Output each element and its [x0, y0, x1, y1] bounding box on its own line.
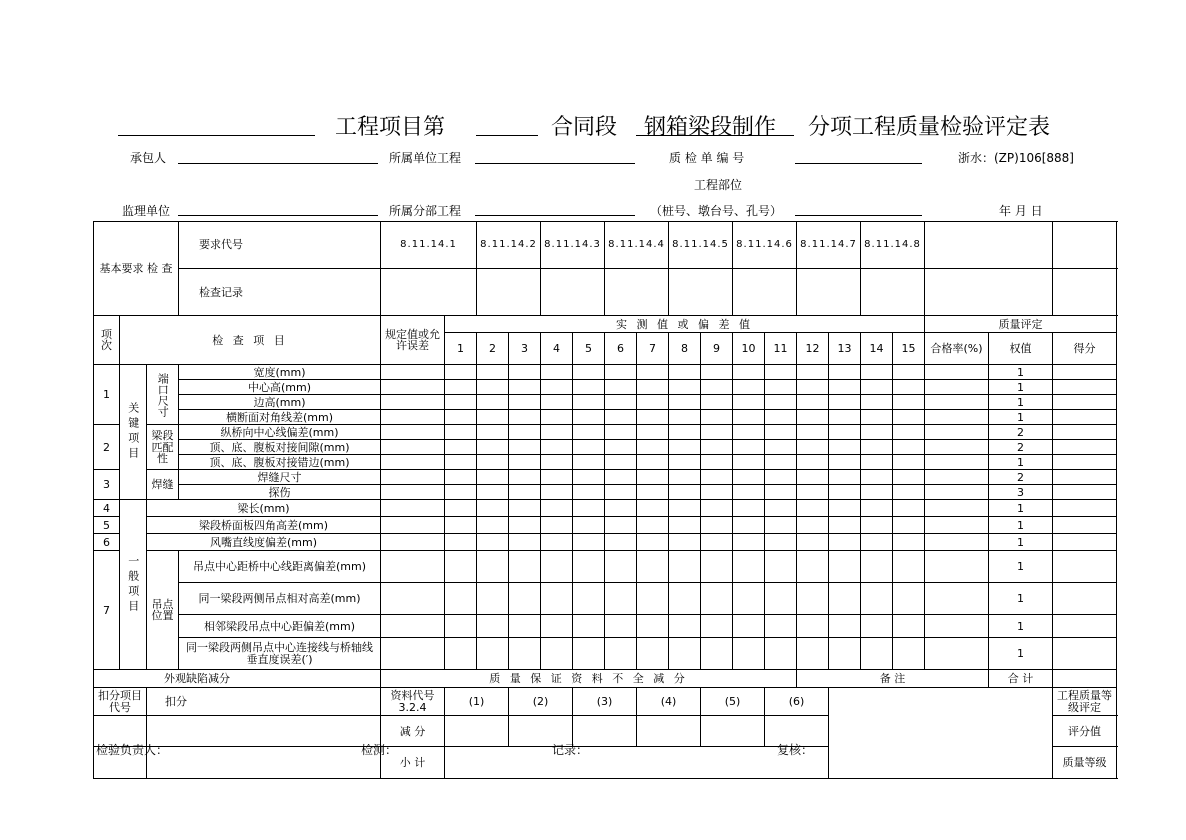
- defect-header: 外观缺陷减分: [94, 670, 381, 688]
- row-name: 梁长(mm): [147, 500, 381, 517]
- col-num-7: 7: [637, 333, 669, 365]
- doc-code-header: 资料代号 3.2.4: [381, 688, 445, 716]
- weight-cell: 2: [989, 470, 1053, 485]
- title-part2: 合同段: [551, 115, 618, 140]
- remark-header: 备 注: [797, 670, 989, 688]
- row-name: 同一梁段两侧吊点中心连接线与桥轴线垂直度误差(′): [179, 638, 381, 670]
- score-header: 得分: [1053, 333, 1117, 365]
- doc-2: (2): [509, 688, 573, 716]
- item-no-header: 项次: [94, 316, 120, 365]
- col-num-14: 14: [861, 333, 893, 365]
- weight-cell: 1: [989, 455, 1053, 470]
- record-2[interactable]: [477, 269, 541, 316]
- row-name: 探伤: [179, 485, 381, 500]
- req-code-1: 8.11.14.1: [381, 222, 477, 269]
- col-num-3: 3: [509, 333, 541, 365]
- minus-label: 减 分: [381, 716, 445, 747]
- remark-cell[interactable]: [829, 688, 1053, 779]
- item-no-6: 6: [94, 534, 120, 551]
- end-size-group: 端口尺寸: [147, 365, 179, 425]
- supervisor-label: 监理单位: [122, 204, 171, 218]
- weight-cell: 1: [989, 410, 1053, 425]
- key-items-group: 关键项目: [120, 365, 147, 500]
- weight-cell: 1: [989, 638, 1053, 670]
- title-part1: 工程项目第: [335, 115, 446, 140]
- row-name: 边高(mm): [179, 395, 381, 410]
- spec-header: 规定值或允许误差: [381, 316, 445, 365]
- item-no-4: 4: [94, 500, 120, 517]
- row-name: 横断面对角线差(mm): [179, 410, 381, 425]
- row-name: 中心高(mm): [179, 380, 381, 395]
- weight-cell: 1: [989, 517, 1053, 534]
- doc-5: (5): [701, 688, 765, 716]
- quality-header: 质量评定: [925, 316, 1117, 333]
- footer-inspector: 检验负责人：: [96, 743, 169, 757]
- pile-no-label: （桩号、墩台号、孔号）: [650, 204, 783, 218]
- weight-header: 权值: [989, 333, 1053, 365]
- sub-label: 小 计: [381, 747, 445, 779]
- col-num-8: 8: [669, 333, 701, 365]
- record-4[interactable]: [605, 269, 669, 316]
- req-code-10[interactable]: [1053, 222, 1117, 269]
- check-no-label: 质 检 单 编 号: [669, 151, 745, 165]
- row-name: 宽度(mm): [179, 365, 381, 380]
- inspection-table: [93, 221, 1117, 779]
- weight-cell: 1: [989, 380, 1053, 395]
- location-field[interactable]: [795, 215, 922, 216]
- lift-group: 吊点位置: [147, 551, 179, 670]
- row-name: 焊缝尺寸: [179, 470, 381, 485]
- title-blank-1: [118, 135, 315, 136]
- row-name: 顶、底、腹板对接错边(mm): [179, 455, 381, 470]
- sub-project-field[interactable]: [475, 215, 635, 216]
- date-label: 年 月 日: [999, 204, 1043, 218]
- record-10[interactable]: [1053, 269, 1117, 316]
- total-weight[interactable]: [1053, 670, 1117, 688]
- record-6[interactable]: [733, 269, 797, 316]
- record-5[interactable]: [669, 269, 733, 316]
- record-1[interactable]: [381, 269, 477, 316]
- footer-recorder: 记录：: [552, 743, 589, 757]
- col-num-2: 2: [477, 333, 509, 365]
- measured-header: 实 测 值 或 偏 差 值: [445, 316, 925, 333]
- req-code-7: 8.11.14.7: [797, 222, 861, 269]
- req-code-6: 8.11.14.6: [733, 222, 797, 269]
- grade-label: 质量等级: [1053, 747, 1117, 779]
- unit-project-label: 所属单位工程: [389, 151, 462, 165]
- weight-cell: 2: [989, 425, 1053, 440]
- col-num-1: 1: [445, 333, 477, 365]
- req-code-8: 8.11.14.8: [861, 222, 925, 269]
- req-code-5: 8.11.14.5: [669, 222, 733, 269]
- deduct-code-header: 扣分项目代号: [94, 688, 147, 716]
- doc-3: (3): [573, 688, 637, 716]
- item-no-2: 2: [94, 425, 120, 470]
- total-label: 合 计: [989, 670, 1053, 688]
- basic-label: 基本要求 检 查: [94, 222, 179, 316]
- title-part4: 分项工程质量检验评定表: [808, 115, 1051, 140]
- doc-6: (6): [765, 688, 829, 716]
- req-code-4: 8.11.14.4: [605, 222, 669, 269]
- col-num-6: 6: [605, 333, 637, 365]
- weight-cell: 1: [989, 395, 1053, 410]
- col-num-12: 12: [797, 333, 829, 365]
- assurance-header: 质 量 保 证 资 料 不 全 减 分: [381, 670, 797, 688]
- location-label: 工程部位: [694, 178, 743, 192]
- unit-project-field[interactable]: [475, 163, 635, 164]
- matching-group: 梁段匹配性: [147, 425, 179, 470]
- subtotal-cell[interactable]: [147, 747, 381, 779]
- row-name: 梁段桥面板四角高差(mm): [147, 517, 381, 534]
- pass-rate-header: 合格率(%): [925, 333, 989, 365]
- row-name: 吊点中心距桥中心线距离偏差(mm): [179, 551, 381, 583]
- col-num-5: 5: [573, 333, 605, 365]
- req-code-label: 要求代号: [179, 222, 381, 269]
- general-items-group: 一般项目: [120, 500, 147, 670]
- col-num-10: 10: [733, 333, 765, 365]
- row-name: 顶、底、腹板对接间隙(mm): [179, 440, 381, 455]
- record-label: 检查记录: [179, 269, 381, 316]
- sub-project-label: 所属分部工程: [389, 204, 462, 218]
- weight-cell: 1: [989, 615, 1053, 638]
- record-3[interactable]: [541, 269, 605, 316]
- weight-cell: 1: [989, 500, 1053, 517]
- weight-cell: 3: [989, 485, 1053, 500]
- col-num-4: 4: [541, 333, 573, 365]
- row-name: 纵桥向中心线偏差(mm): [179, 425, 381, 440]
- col-num-9: 9: [701, 333, 733, 365]
- sub-value-cell[interactable]: [445, 747, 829, 779]
- form-code: 浙水：(ZP)106[888]: [958, 151, 1074, 165]
- item-no-1: 1: [94, 365, 120, 425]
- req-code-3: 8.11.14.3: [541, 222, 605, 269]
- check-no-field[interactable]: [795, 163, 922, 164]
- item-no-3: 3: [94, 470, 120, 500]
- col-num-13: 13: [829, 333, 861, 365]
- req-code-2: 8.11.14.2: [477, 222, 541, 269]
- deduct-header: 扣分: [147, 688, 381, 716]
- items-header: 检 查 项 目: [120, 316, 381, 365]
- weight-cell: 1: [989, 583, 1053, 615]
- spec-cell[interactable]: [381, 365, 445, 380]
- row-name: 风嘴直线度偏差(mm): [147, 534, 381, 551]
- row-name: 相邻梁段吊点中心距偏差(mm): [179, 615, 381, 638]
- weight-cell: 1: [989, 551, 1053, 583]
- footer-reviewer: 复核：: [777, 743, 814, 757]
- weight-cell: 1: [989, 365, 1053, 380]
- col-num-11: 11: [765, 333, 797, 365]
- record-8[interactable]: [861, 269, 925, 316]
- footer-tester: 检测：: [361, 743, 398, 757]
- doc-1: (1): [445, 688, 509, 716]
- weight-cell: 1: [989, 534, 1053, 551]
- doc-4: (4): [637, 688, 701, 716]
- record-7[interactable]: [797, 269, 861, 316]
- score-value-label: 评分值: [1053, 716, 1117, 747]
- score-cell[interactable]: [1053, 365, 1117, 380]
- item-no-5: 5: [94, 517, 120, 534]
- title-blank-2: [476, 135, 538, 136]
- grade-title: 工程质量等级评定: [1053, 688, 1117, 716]
- title-part3: 钢箱梁段制作: [644, 115, 777, 140]
- weight-cell: 2: [989, 440, 1053, 455]
- weld-group: 焊缝: [147, 470, 179, 500]
- contractor-field[interactable]: [178, 163, 378, 164]
- record-9[interactable]: [925, 269, 1053, 316]
- req-code-9[interactable]: [925, 222, 1053, 269]
- supervisor-field[interactable]: [178, 215, 378, 216]
- row-name: 同一梁段两侧吊点相对高差(mm): [179, 583, 381, 615]
- col-num-15: 15: [893, 333, 925, 365]
- deduct-cell[interactable]: [147, 716, 381, 747]
- contractor-label: 承包人: [130, 151, 167, 165]
- pass-rate-cell[interactable]: [925, 365, 989, 380]
- item-no-7: 7: [94, 551, 120, 670]
